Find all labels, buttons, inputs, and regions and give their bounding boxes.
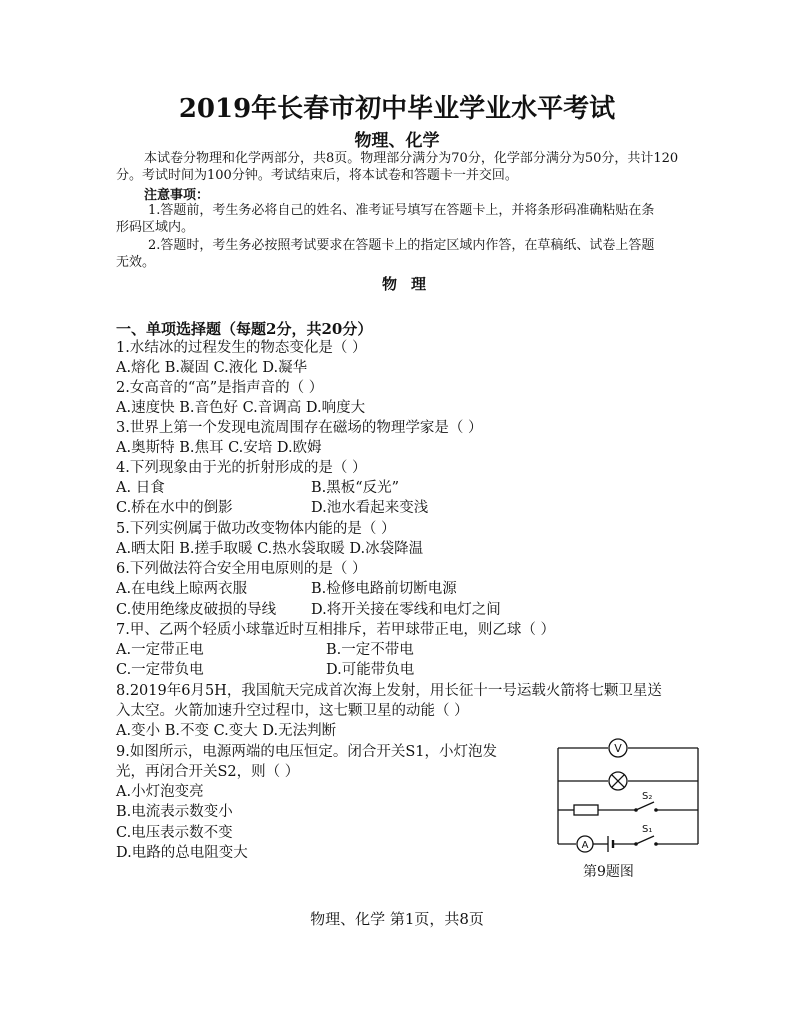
intro-line-2: 分。考试时间为100分钟。考试结束后，将本试卷和答题卡一并交回。 <box>116 168 518 183</box>
switch-s2-label: S₂ <box>642 791 653 802</box>
figure-caption: 第9题图 <box>583 864 634 880</box>
q6-option-d: D.将开关接在零线和电灯之间 <box>311 602 501 618</box>
q9-stem-line-1: 9.如图所示，电源两端的电压恒定。闭合开关S1，小灯泡发 <box>116 744 497 760</box>
q6-option-b: B.检修电路前切断电源 <box>311 581 457 597</box>
page-title: 2019年长春市初中毕业学业水平考试 <box>178 94 616 124</box>
q5-options: A.晒太阳 B.搓手取暖 C.热水袋取暖 D.冰袋降温 <box>116 541 424 557</box>
q8-stem-line-1: 8.2019年6月5H，我国航天完成首次海上发射，用长征十一号运载火箭将七颗卫星送 <box>116 683 662 699</box>
q9-option-a: A.小灯泡变亮 <box>116 784 204 800</box>
switch-s2-symbol <box>636 802 654 810</box>
note-1-line-1: 1.答题前，考生务必将自己的姓名、准考证号填写在答题卡上，并将条形码准确粘贴在条 <box>148 203 655 218</box>
battery-symbol <box>608 836 613 852</box>
q7-option-a: A.一定带正电 <box>116 642 204 658</box>
q1-options: A.熔化 B.凝固 C.液化 D.凝华 <box>116 360 308 376</box>
q4-option-d: D.池水看起来变浅 <box>311 500 429 516</box>
q2-options: A.速度快 B.音色好 C.音调高 D.响度大 <box>116 400 366 416</box>
page-footer: 物理、化学 第1页，共8页 <box>310 910 484 928</box>
intro-line-1: 本试卷分物理和化学两部分，共8页。物理部分满分为70分，化学部分满分为50分，共计120 <box>144 151 679 166</box>
q7-option-b: B.一定不带电 <box>326 642 414 658</box>
voltmeter-label: V <box>614 742 622 755</box>
note-1-line-2: 形码区域内。 <box>116 220 195 235</box>
q3-options: A.奥斯特 B.焦耳 C.安培 D.欧姆 <box>116 440 322 456</box>
q6-option-c: C.使用绝缘皮破损的导线 <box>116 602 277 618</box>
ammeter-label: A <box>581 840 589 851</box>
q5-stem: 5.下列实例属于做功改变物体内能的是（ ） <box>116 521 396 537</box>
resistor-symbol <box>574 805 598 815</box>
q9-option-d: D.电路的总电阻变大 <box>116 845 248 861</box>
section-title-physics: 物理 <box>381 275 440 293</box>
note-2-line-2: 无效。 <box>116 255 156 270</box>
q9-option-b: B.电流表示数变小 <box>116 804 233 820</box>
q7-option-c: C.一定带负电 <box>116 662 204 678</box>
note-2-line-1: 2.答题时，考生务必按照考试要求在答题卡上的指定区域内作答，在草稿纸、试卷上答题 <box>148 238 655 253</box>
q2-stem: 2.女高音的“高”是指声音的（ ） <box>116 380 324 396</box>
q4-option-b: B.黑板“反光” <box>311 480 400 496</box>
switch-s1-symbol <box>636 836 654 844</box>
q8-options: A.变小 B.不变 C.变大 D.无法判断 <box>116 723 337 739</box>
notes-heading: 注意事项： <box>144 188 210 203</box>
circuit-diagram <box>548 736 708 860</box>
q9-stem-line-2: 光，再闭合开关S2，则（ ） <box>116 764 300 780</box>
q7-option-d: D.可能带负电 <box>326 662 415 678</box>
q3-stem: 3.世界上第一个发现电流周围存在磁场的物理学家是（ ） <box>116 420 483 436</box>
q8-stem-line-2: 入太空。火箭加速升空过程巾，这七颗卫星的动能（ ） <box>116 703 469 719</box>
lamp-symbol <box>609 772 627 790</box>
q1-stem: 1.水结冰的过程发生的物态变化是（ ） <box>116 340 367 356</box>
q4-option-a: A. 日食 <box>116 480 165 496</box>
page-subtitle: 物理、化学 <box>354 131 440 151</box>
q6-option-a: A.在电线上晾两衣服 <box>116 581 248 597</box>
q4-option-c: C.桥在水中的倒影 <box>116 500 233 516</box>
q7-stem: 7.甲、乙两个轻质小球靠近时互相排斥，若甲球带正电，则乙球（ ） <box>116 622 555 638</box>
q6-stem: 6.下列做法符合安全用电原则的是（ ） <box>116 561 367 577</box>
q4-stem: 4.下列现象由于光的折射形成的是（ ） <box>116 460 367 476</box>
part-1-title: 一、单项选择题（每题2分，共20分） <box>116 320 373 338</box>
q9-option-c: C.电压表示数不变 <box>116 825 233 841</box>
switch-s1-label: S₁ <box>642 824 653 835</box>
